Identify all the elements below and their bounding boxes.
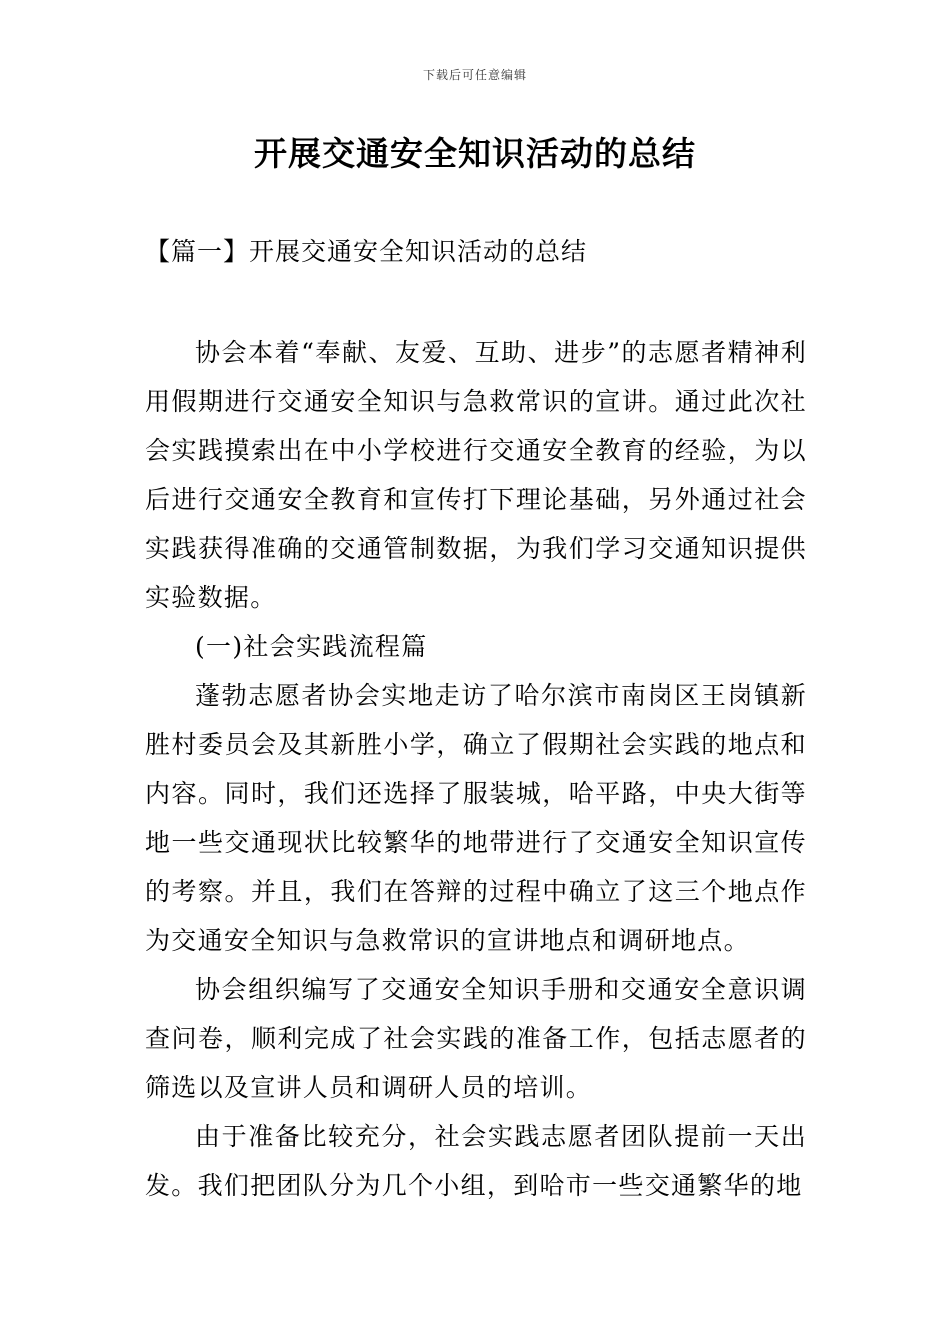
- section-heading: 【篇一】开展交通安全知识活动的总结: [145, 237, 588, 266]
- paragraph: (一)社会实践流程篇: [195, 632, 428, 661]
- paragraph: 蓬勃志愿者协会实地走访了哈尔滨市南岗区王岗镇新胜村委员会及其新胜小学，确立了假期社会实践的地点和内容。同时，我们还选择了服装城，哈平路，中央大街等地一些交通现状比较繁华的地带进行了交通安全知识宣传的考察。并且，我们在答辩的过程中确立了这三个地点作为交通安全知识与急救常识的宣讲地点和调研地点。: [145, 681, 807, 955]
- header-note: 下载后可任意编辑: [422, 68, 527, 82]
- document-title: 开展交通安全知识活动的总结: [254, 134, 696, 173]
- paragraph: 协会组织编写了交通安全知识手册和交通安全意识调查问卷，顺利完成了社会实践的准备工作，包括志愿者的筛选以及宣讲人员和调研人员的培训。: [145, 975, 807, 1102]
- paragraph: 协会本着“奉献、友爱、互助、进步”的志愿者精神利用假期进行交通安全知识与急救常识的宣讲。通过此次社会实践摸索出在中小学校进行交通安全教育的经验，为以后进行交通安全教育和宣传打下理论基础，另外通过社会实践获得准确的交通管制数据，为我们学习交通知识提供实验数据。: [145, 338, 807, 612]
- document-body: [145, 328, 807, 1210]
- paragraph: 由于准备比较充分，社会实践志愿者团队提前一天出发。我们把团队分为几个小组，到哈市一些交通繁华的地: [145, 1122, 807, 1200]
